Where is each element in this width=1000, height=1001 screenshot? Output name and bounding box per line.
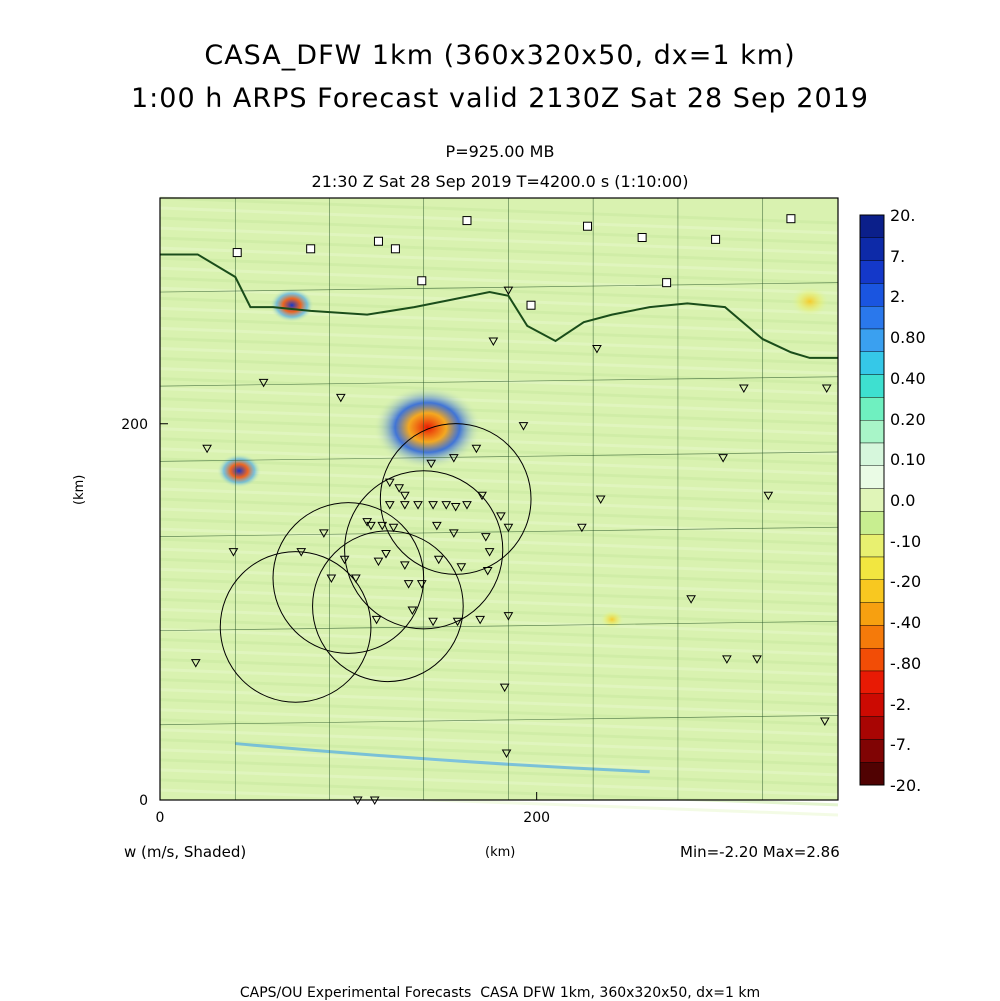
colorbar-segment [860, 603, 884, 626]
colorbar-tick-label: -2. [890, 694, 912, 714]
updraft-cell-4 [790, 286, 829, 316]
colorbar-tick-label: -.40 [890, 613, 922, 633]
chart-subtitle: 1:00 h ARPS Forecast valid 2130Z Sat 28 Sep 2019 [131, 83, 869, 114]
colorbar-segment [860, 511, 884, 534]
colorbar-segment [860, 534, 884, 557]
colorbar-tick-label: -.20 [890, 572, 922, 592]
station-square [307, 245, 315, 253]
colorbar-segment [860, 329, 884, 352]
colorbar-segment [860, 489, 884, 512]
updraft-cell-0 [270, 288, 314, 322]
colorbar-segment [860, 671, 884, 694]
y-tick-label: 0 [139, 793, 148, 809]
station-square [418, 277, 426, 285]
credit-line: CAPS/OU Experimental Forecasts CASA DFW 1km, 360x320x50, dx=1 km [239, 985, 761, 1001]
station-square [233, 249, 241, 257]
colorbar-segment [860, 238, 884, 261]
colorbar-tick-label: 0.0 [890, 491, 916, 510]
x-axis-unit: (km) [485, 845, 516, 860]
updraft-cell-3 [600, 610, 624, 629]
colorbar-tick-label: 0.80 [890, 328, 926, 348]
x-tick-label: 0 [155, 810, 165, 826]
colorbar-segment [860, 215, 884, 238]
colorbar-segment [860, 762, 884, 785]
colorbar-tick-label: 0.20 [890, 409, 926, 429]
colorbar-tick-label: 2. [890, 287, 906, 307]
colorbar-segment [860, 717, 884, 740]
colorbar-segment [860, 625, 884, 648]
colorbar-tick-label: -.80 [890, 653, 922, 673]
y-axis-unit: (km) [72, 474, 87, 505]
colorbar-segment [860, 466, 884, 489]
colorbar-segment [860, 694, 884, 717]
colorbar-tick-label: 0.10 [890, 450, 926, 470]
colorbar-segment [860, 557, 884, 580]
station-square [663, 279, 671, 287]
min-max-label: Min=-2.20 Max=2.86 [680, 843, 840, 861]
colorbar-segment [860, 397, 884, 420]
colorbar-segment [860, 352, 884, 375]
station-square [584, 222, 592, 230]
colorbar-segment [860, 420, 884, 443]
station-square [638, 234, 646, 242]
station-square [787, 215, 795, 223]
station-square [712, 235, 720, 243]
pressure-level: P=925.00 MB [445, 142, 555, 161]
station-square [527, 301, 535, 309]
colorbar-tick-label: -.10 [890, 531, 922, 551]
colorbar-segment [860, 443, 884, 466]
colorbar-segment [860, 306, 884, 329]
chart-title: CASA_DFW 1km (360x320x50, dx=1 km) [204, 40, 796, 71]
colorbar-tick-label: 7. [890, 246, 906, 266]
valid-time: 21:30 Z Sat 28 Sep 2019 T=4200.0 s (1:10:00) [311, 172, 689, 191]
updraft-cell-1 [374, 386, 482, 469]
x-tick-label: 200 [523, 810, 551, 826]
colorbar-tick-label: -7. [890, 735, 912, 755]
colorbar-segment [860, 261, 884, 284]
colorbar-tick-label: -20. [890, 776, 922, 795]
station-square [463, 217, 471, 225]
y-tick-label: 200 [121, 416, 148, 433]
station-square [374, 237, 382, 245]
updraft-cell-2 [217, 454, 261, 488]
colorbar-segment [860, 739, 884, 762]
station-square [391, 245, 399, 253]
colorbar-segment [860, 648, 884, 671]
colorbar-tick-label: 0.40 [890, 368, 926, 388]
colorbar-segment [860, 580, 884, 603]
colorbar-segment [860, 375, 884, 398]
variable-label: w (m/s, Shaded) [124, 843, 247, 861]
colorbar-tick-label: 20. [890, 206, 916, 225]
colorbar-segment [860, 283, 884, 306]
